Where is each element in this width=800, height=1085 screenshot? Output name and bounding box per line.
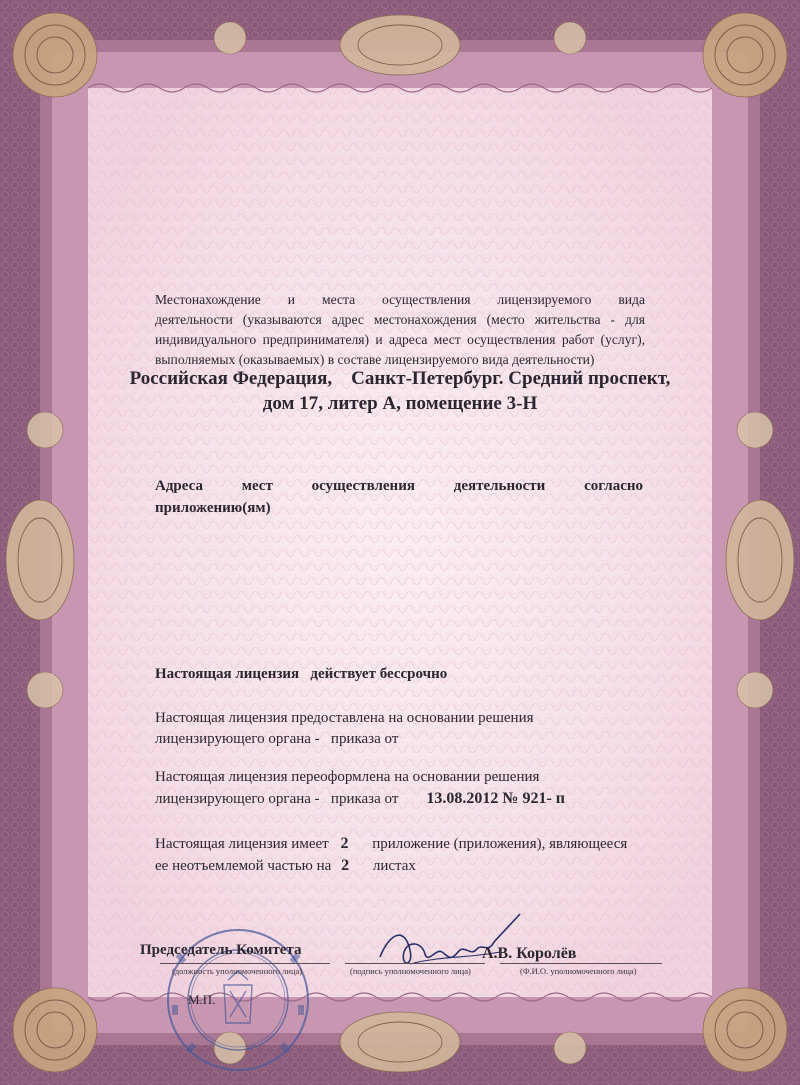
caption-signature: (подпись уполномоченного лица)	[350, 966, 471, 976]
seal-place-mark: М.П.	[188, 992, 216, 1007]
reissued-basis	[155, 767, 655, 810]
activity-addresses	[155, 475, 643, 519]
caption-position: (должность уполномоченного лица)	[172, 966, 303, 976]
activity-addresses-line-1: Адреса мест осуществления деятельности согласно	[155, 478, 643, 494]
annex-line-2a: ее неотъемлемой частью на	[155, 858, 332, 874]
annex-statement	[155, 833, 660, 877]
annex-line-2b: листах	[372, 858, 416, 874]
order-number: 13.08.2012 № 921- п	[426, 790, 566, 807]
location-line-2: деятельности (указываются адрес местонахождения (место жительства - для	[155, 312, 645, 327]
activity-addresses-line-2: приложению(ям)	[155, 500, 271, 516]
signatory-position: Председатель Комитета	[140, 942, 302, 958]
location-line-1: Местонахождение и места осуществления лицензируемого вида	[155, 292, 645, 307]
granted-line-2: лицензирующего органа - приказа от	[155, 731, 399, 747]
annex-line-1b: приложение (приложения), являющееся	[372, 836, 628, 852]
annex-line-1a: Настоящая лицензия имеет	[155, 836, 329, 852]
legal-address	[100, 366, 700, 416]
granted-line-1: Настоящая лицензия предоставлена на основании решения	[155, 710, 534, 726]
granted-basis	[155, 708, 534, 750]
location-description	[155, 290, 645, 370]
validity-statement: Настоящая лицензия действует бессрочно	[155, 666, 448, 682]
reissued-line-1: Настоящая лицензия переоформлена на основании решения	[155, 769, 540, 785]
annex-count: 2	[340, 835, 349, 852]
caption-name: (Ф.И.О. уполномоченного лица)	[520, 966, 637, 976]
signatory-name: А.В. Королёв	[482, 945, 577, 962]
location-line-3: индивидуального предпринимателя) и адреса мест осуществления работ (услуг),	[155, 332, 645, 347]
annex-sheets: 2	[341, 857, 350, 874]
name-underline	[500, 963, 662, 964]
signature-underline	[345, 963, 485, 964]
position-underline	[160, 963, 330, 964]
reissued-line-2: лицензирующего органа - приказа от	[155, 791, 399, 807]
location-line-4: выполняемых (оказываемых) в составе лицензируемого вида деятельности)	[155, 352, 595, 367]
legal-address-line-2: дом 17, литер А, помещение 3-Н	[262, 393, 538, 414]
legal-address-line-1: Российская Федерация, Санкт-Петербург. Средний проспект,	[129, 368, 671, 389]
